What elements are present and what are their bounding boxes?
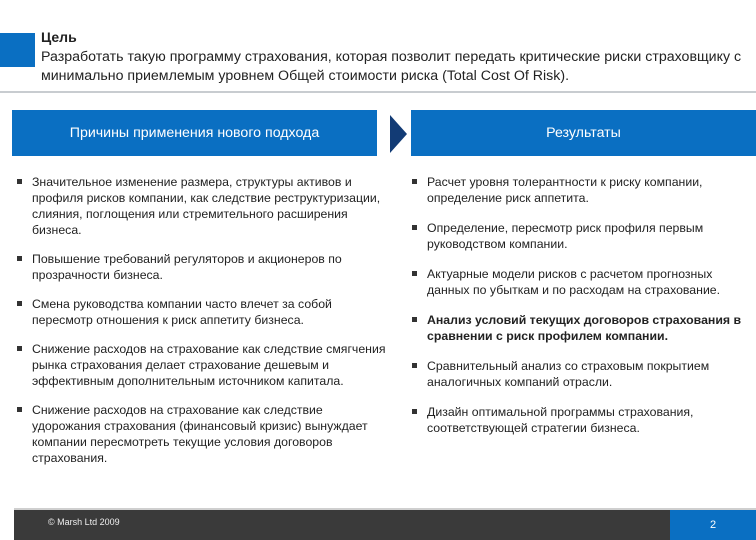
list-item-text: Смена руководства компании часто влечет за собой пересмотр отношения к риск аппетиту бизнеса. [32, 297, 332, 327]
list-item [409, 358, 754, 390]
list-item [409, 220, 754, 252]
reasons-list [14, 174, 386, 479]
bullet-icon [412, 271, 417, 276]
list-item-text: Расчет уровня толерантности к риску компании, определение риск аппетита. [427, 175, 703, 205]
bullet-icon [17, 301, 22, 306]
goal-text: Разработать такую программу страхования, которая позволит передать критические риски страховщику с минимально приемлемым уровнем Общей стоимости риска (Total Cost Of Risk). [41, 49, 742, 84]
list-item [14, 341, 386, 389]
page-number-label: 2 [709, 519, 717, 531]
reasons-header [12, 110, 377, 156]
list-item-text: Повышение требований регуляторов и акционеров по прозрачности бизнеса. [32, 252, 342, 282]
list-item [14, 296, 386, 328]
list-item-text: Снижение расходов на страхование как следствие удорожания страхования (финансовый кризис) вынуждает компании пересмотреть текущие условия договоров страхования. [32, 403, 368, 465]
goal-title: Цель [41, 29, 77, 45]
list-item-text: Дизайн оптимальной программы страхования, соответствующей стратегии бизнеса. [427, 405, 694, 435]
list-item-text: Значительное изменение размера, структуры активов и профиля рисков компании, как следствие реструктуризации, слияния, поглощения или стремительного расширения бизнеса. [32, 175, 381, 237]
list-item-text: Снижение расходов на страхование как следствие смягчения рынка страхования делает страхование дешевым и эффективным дополнительным источником капитала. [32, 342, 386, 388]
bullet-icon [17, 256, 22, 261]
list-item [14, 174, 386, 238]
bullet-icon [17, 179, 22, 184]
list-item [409, 312, 754, 344]
bullet-icon [17, 407, 22, 412]
list-item [14, 251, 386, 283]
list-item [14, 402, 386, 466]
divider [0, 91, 756, 93]
bullet-icon [412, 179, 417, 184]
reasons-header-label: Причины применения нового подхода [69, 125, 320, 141]
list-item-text: Сравнительный анализ со страховым покрытием аналогичных компаний отрасли. [427, 359, 710, 389]
bullet-icon [412, 409, 417, 414]
accent-square [0, 33, 35, 67]
bullet-icon [17, 346, 22, 351]
page-number [670, 510, 756, 540]
copyright-text: © Marsh Ltd 2009 [48, 517, 120, 527]
bullet-icon [412, 225, 417, 230]
list-item [409, 404, 754, 436]
bullet-icon [412, 317, 417, 322]
bullet-icon [412, 363, 417, 368]
list-item [409, 174, 754, 206]
list-item-text: Анализ условий текущих договоров страхования в сравнении с риск профилем компании. [427, 313, 742, 343]
results-header-label: Результаты [546, 125, 621, 141]
arrow-right-icon [390, 115, 407, 153]
list-item-text: Актуарные модели рисков с расчетом прогнозных данных по убыткам и по расходам на страхование. [427, 267, 721, 297]
results-header [411, 110, 756, 156]
list-item [409, 266, 754, 298]
results-list [409, 174, 754, 450]
list-item-text: Определение, пересмотр риск профиля первым руководством компании. [427, 221, 704, 251]
footer-bar [14, 510, 756, 540]
